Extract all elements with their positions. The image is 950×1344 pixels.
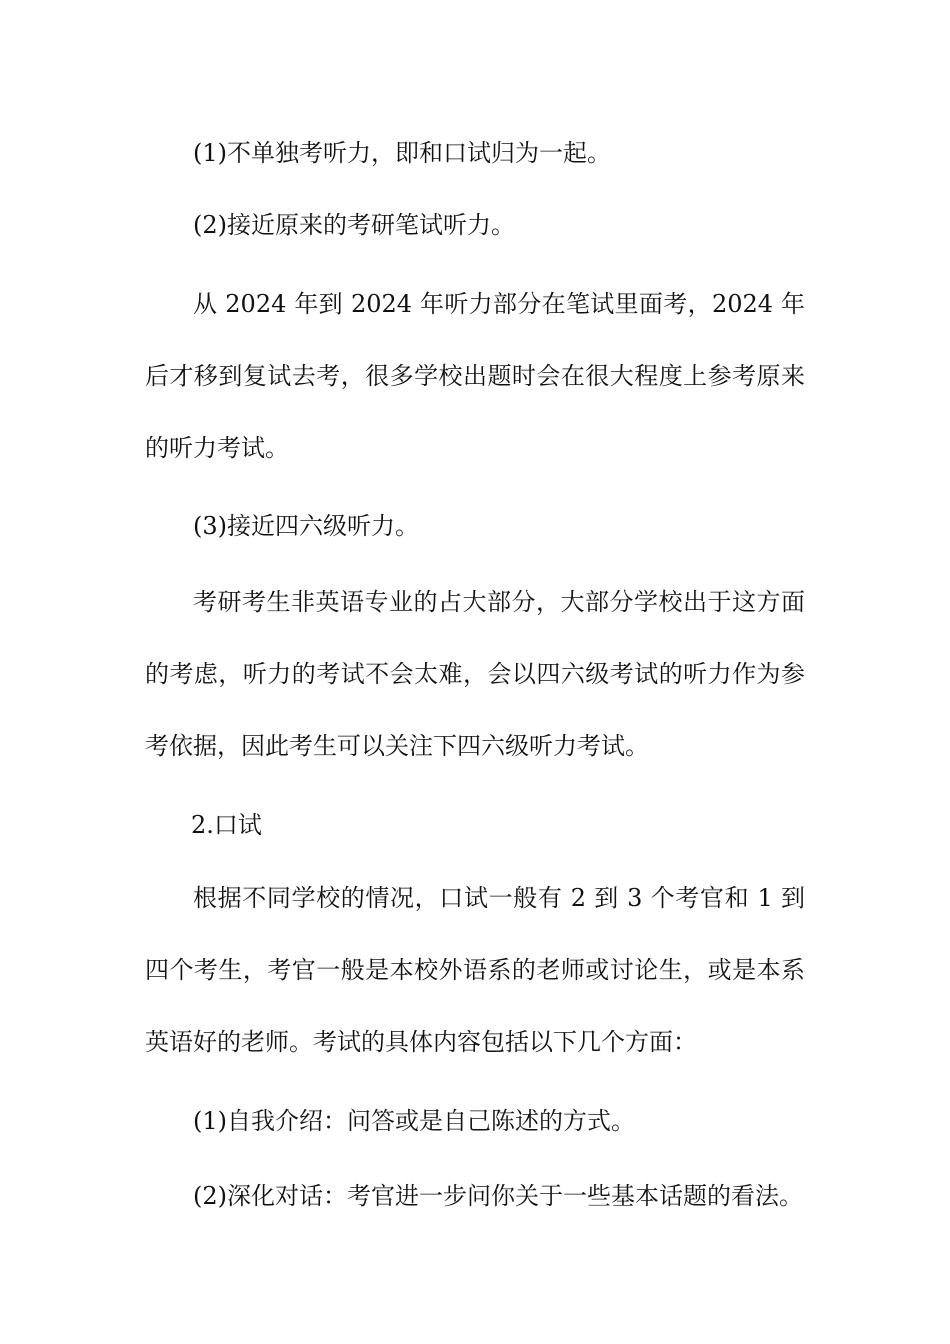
- paragraph-oral-item-2: (2)深化对话：考官进一步问你关于一些基本话题的看法。: [193, 1182, 803, 1210]
- paragraph-oral-item-1: (1)自我介绍：问答或是自己陈述的方式。: [193, 1107, 635, 1135]
- paragraph-listening-history: 从 2024 年到 2024 年听力部分在笔试里面考，2024 年后才移到复试去考，很多学校出题时会在很大程度上参考原来的听力考试。: [145, 290, 805, 462]
- paragraph-listening-option-2: (2)接近原来的考研笔试听力。: [193, 211, 515, 239]
- section-heading-oral-exam: 2.口试: [191, 811, 262, 839]
- paragraph-listening-option-1: (1)不单独考听力，即和口试归为一起。: [193, 139, 611, 167]
- paragraph-oral-exam-intro: 根据不同学校的情况，口试一般有 2 到 3 个考官和 1 到四个考生，考官一般是本校外语系的老师或讨论生，或是本系英语好的老师。考试的具体内容包括以下几个方面：: [145, 884, 805, 1056]
- paragraph-listening-cet: 考研考生非英语专业的占大部分，大部分学校出于这方面的考虑，听力的考试不会太难，会以四六级考试的听力作为参考依据，因此考生可以关注下四六级听力考试。: [145, 588, 805, 760]
- paragraph-listening-option-3: (3)接近四六级听力。: [193, 512, 419, 540]
